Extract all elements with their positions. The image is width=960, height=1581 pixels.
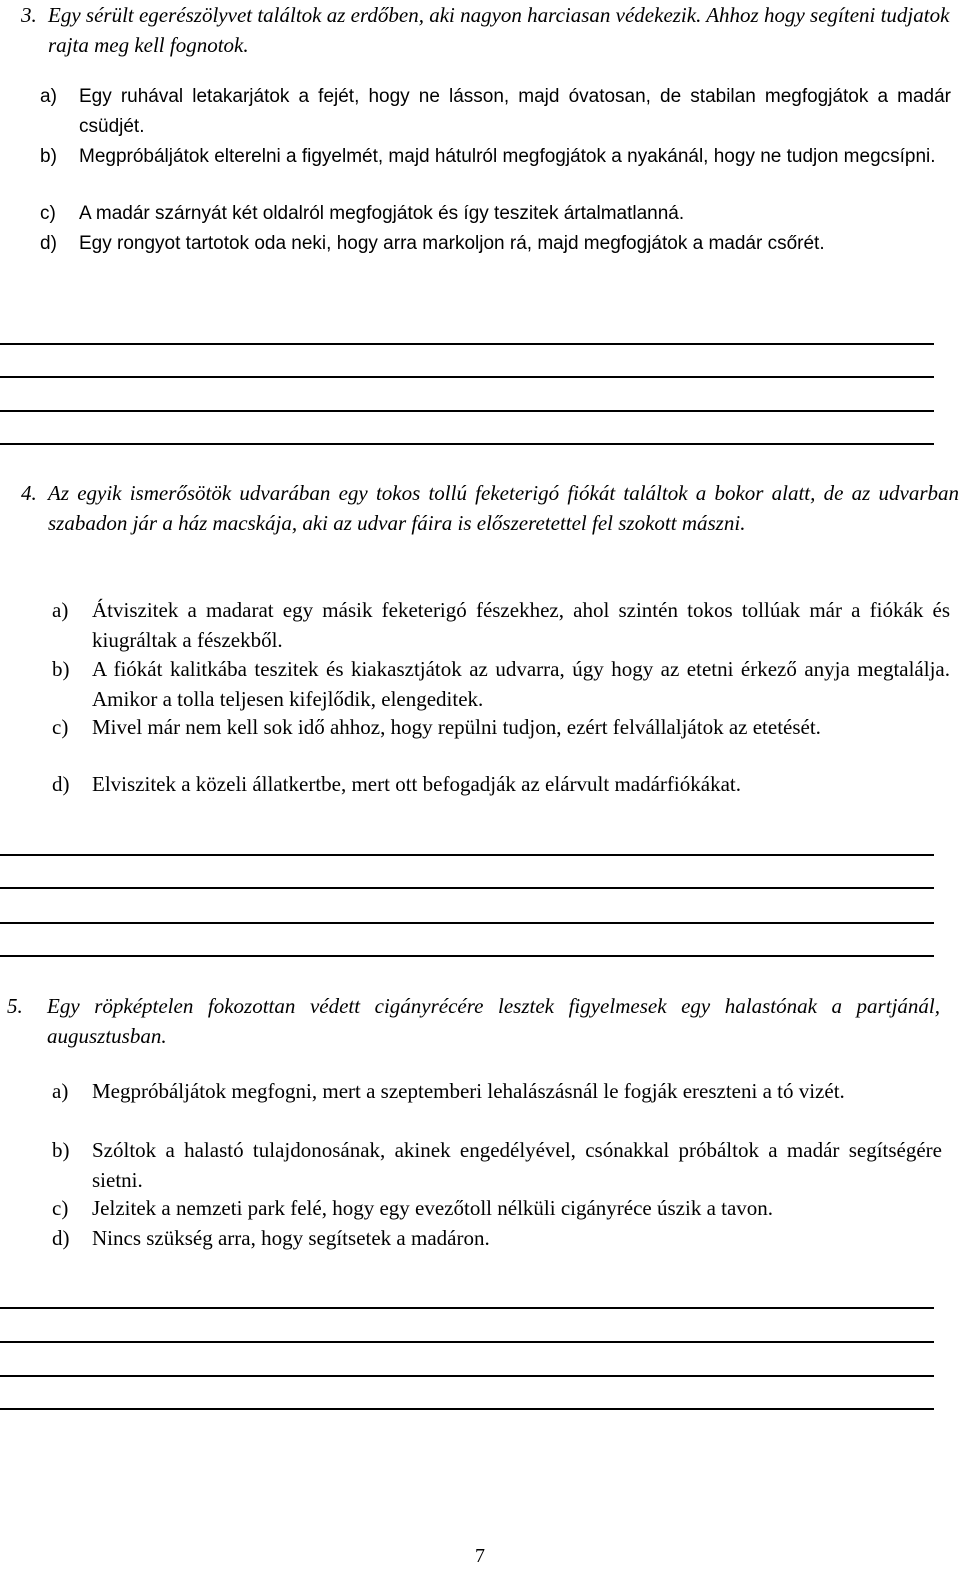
answer-line[interactable] <box>0 1408 934 1410</box>
answer-line[interactable] <box>0 343 934 345</box>
option-label: b) <box>52 657 70 681</box>
answer-line[interactable] <box>0 410 934 412</box>
option-label: b) <box>52 1138 70 1162</box>
option-label: d) <box>40 233 57 254</box>
answer-line[interactable] <box>0 1307 934 1309</box>
option-label: c) <box>40 203 56 224</box>
answer-line[interactable] <box>0 854 934 856</box>
option-text: Mivel már nem kell sok idő ahhoz, hogy repülni tudjon, ezért felvállaljátok az etetését. <box>92 715 821 739</box>
option-label: c) <box>52 715 69 739</box>
answer-line[interactable] <box>0 887 934 889</box>
option-text: Jelzitek a nemzeti park felé, hogy egy evezőtoll nélküli cigányréce úszik a tavon. <box>92 1196 774 1220</box>
question-text: Egy röpképtelen fokozottan védett cigányrécére lesztek figyelmesek egy halastónak a partjánál, augusztusban. <box>47 994 940 1048</box>
option-label: d) <box>52 772 70 796</box>
option-text: A fiókát kalitkába teszitek és kiakasztjátok az udvarra, úgy hogy az etetni érkező anyja megtalálja. Amikor a tolla teljesen kifejlődik, elengeditek. <box>92 657 950 711</box>
answer-line[interactable] <box>0 443 934 445</box>
question-text: Az egyik ismerősötök udvarában egy tokos tollú feketerigó fiókát találtok a bokor alatt, de az udvarban szabadon jár a ház macskája, aki az udvar fáira is előszeretettel fel szokott mászni. <box>48 481 959 535</box>
option-text: Elviszitek a közeli állatkertbe, mert ott befogadják az elárvult madárfiókákat. <box>92 772 741 796</box>
option-text: Megpróbáljátok elterelni a figyelmét, majd hátulról megfogjátok a nyakánál, hogy ne tudjon megcsípni. <box>79 146 936 167</box>
option-text: Nincs szükség arra, hogy segítsetek a madáron. <box>92 1226 490 1250</box>
answer-line[interactable] <box>0 922 934 924</box>
option-text: Egy rongyot tartotok oda neki, hogy arra markoljon rá, majd megfogjátok a madár csőrét. <box>79 233 825 254</box>
option-label: a) <box>52 1079 69 1103</box>
option-text: Egy ruhával letakarjátok a fejét, hogy ne lásson, majd óvatosan, de stabilan megfogjátok a madár csüdjét. <box>79 86 951 137</box>
question-number: 5. <box>7 994 23 1018</box>
option-label: a) <box>52 598 69 622</box>
answer-line[interactable] <box>0 1375 934 1377</box>
option-label: b) <box>40 146 57 167</box>
option-text: Átviszitek a madarat egy másik feketerigó fészekhez, ahol szintén tokos tollúak már a fiókák és kiugráltak a fészekből. <box>92 598 950 652</box>
answer-line[interactable] <box>0 1341 934 1343</box>
option-label: a) <box>40 86 57 107</box>
answer-line[interactable] <box>0 376 934 378</box>
option-text: Szóltok a halastó tulajdonosának, akinek engedélyével, csónakkal próbáltok a madár segítségére sietni. <box>92 1138 942 1192</box>
answer-line[interactable] <box>0 955 934 957</box>
option-label: c) <box>52 1196 69 1220</box>
option-text: Megpróbáljátok megfogni, mert a szeptemberi lehalászásnál le fogják ereszteni a tó vizét. <box>92 1079 845 1103</box>
question-text: Egy sérült egerészölyvet találtok az erdőben, aki nagyon harciasan védekezik. Ahhoz hogy segíteni tudjatok rajta meg kell fognotok. <box>48 3 950 57</box>
option-label: d) <box>52 1226 70 1250</box>
page-number: 7 <box>475 1545 485 1567</box>
option-text: A madár szárnyát két oldalról megfogjátok és így teszitek ártalmatlanná. <box>79 203 685 224</box>
question-number: 4. <box>21 481 37 505</box>
question-number: 3. <box>21 3 37 27</box>
